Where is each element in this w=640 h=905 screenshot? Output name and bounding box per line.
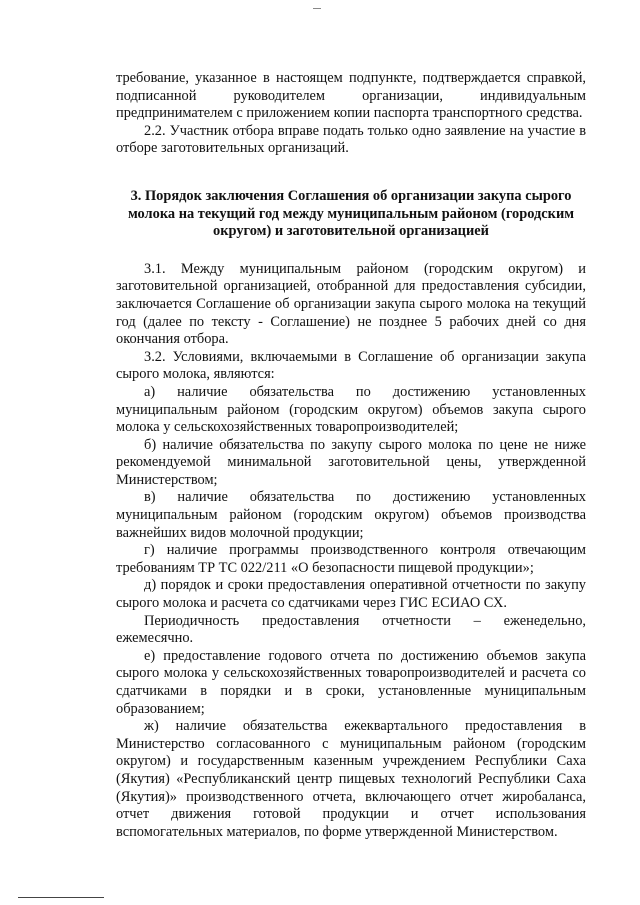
list-item-g: г) наличие программы производственного контроля отвечающим требованиям ТР ТС 022/211 «О безопасности пищевой продукции»;	[116, 542, 586, 576]
section-heading-3: 3. Порядок заключения Соглашения об организации закупа сырого молока на текущий год между муниципальным районом (городским округом) и заготовительной организацией	[127, 187, 575, 240]
list-item-e: е) предоставление годового отчета по достижению объемов закупа сырого молока у сельскохозяйственных товаропроизводителей и расчета со сдатчиками в порядки и в сроки, установленные муниципальным образованием;	[116, 647, 586, 717]
paragraph-2-2: 2.2. Участник отбора вправе подать только одно заявление на участие в отборе заготовительных организаций.	[116, 122, 586, 157]
list-item-zh: ж) наличие обязательства ежеквартального предоставления в Министерство согласованного с муниципальным районом (городским округом) и государственным казенным учреждением Республики Саха (Якутия) «Республиканский центр пищевых технологий Республики Саха (Якутия)» производственного отчета, включающего отчет жиробаланса, отчет движения готовой продукции и отчет использования вспомогательных материалов, по форме утвержденной Министерством.	[116, 718, 586, 840]
list-item-v: в) наличие обязательства по достижению установленных муниципальным районом (городским округом) объемов производства важнейших видов молочной продукции;	[116, 489, 586, 541]
page-top-mark	[313, 8, 321, 9]
paragraph-3-1: 3.1. Между муниципальным районом (городским округом) и заготовительной организацией, отобранной для предоставления субсидии, заключается Соглашение об организации закупа сырого молока на текущий год (далее по тексту - Соглашение) не позднее 5 рабочих дней со дня окончания отбора.	[116, 260, 586, 348]
footer-divider	[18, 897, 104, 898]
paragraph-3-2: 3.2. Условиями, включаемыми в Соглашение об организации закупа сырого молока, являются:	[116, 348, 586, 383]
list-item-d: д) порядок и сроки предоставления оперативной отчетности по закупу сырого молока и расчета со сдатчиками через ГИС ЕСИАО СХ.	[116, 577, 586, 612]
document-body	[116, 70, 586, 841]
periodicity-note: Периодичность предоставления отчетности – еженедельно, ежемесячно.	[116, 612, 586, 647]
paragraph-continuation: требование, указанное в настоящем подпункте, подтверждается справкой, подписанной руководителем организации, индивидуальным предпринимателем с приложением копии паспорта транспортного средства.	[116, 70, 586, 122]
list-item-a: а) наличие обязательства по достижению установленных муниципальным районом (городским округом) объемов закупа сырого молока у сельскохозяйственных товаропроизводителей;	[116, 383, 586, 436]
list-item-b: б) наличие обязательства по закупу сырого молока по цене не ниже рекомендуемой минимальной заготовительной цены, утвержденной Министерством;	[116, 436, 586, 488]
